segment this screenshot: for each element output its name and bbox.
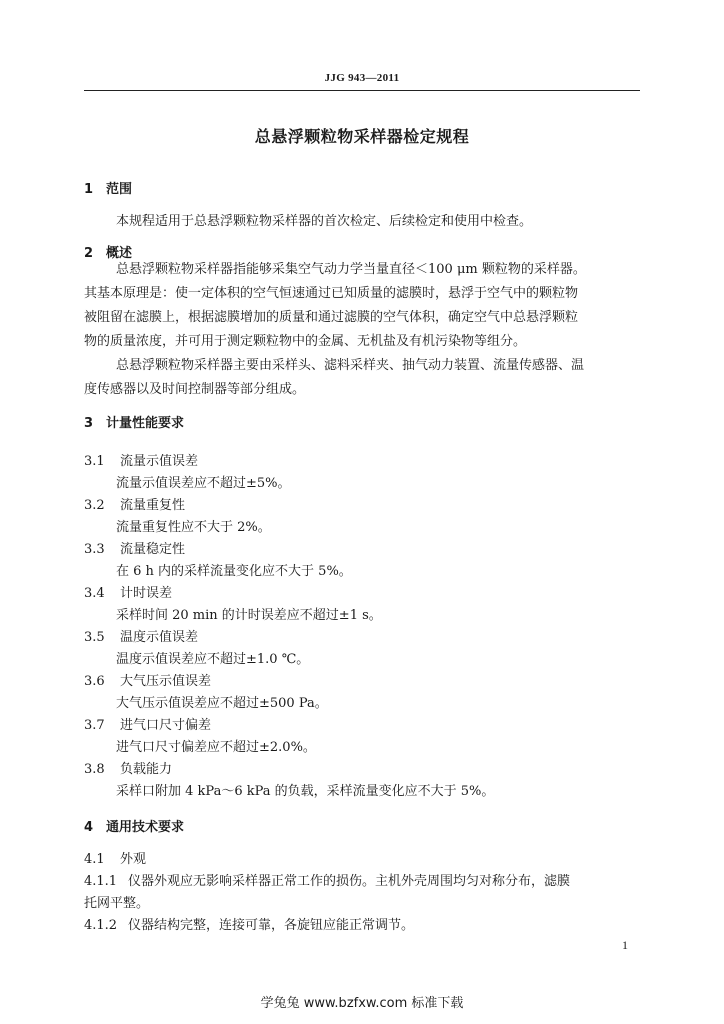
para-2-2-line-1: 总悬浮颗粒物采样器主要由采样头、滤料采样夹、抽气动力装置、流量传感器、温 (116, 358, 585, 373)
clause-number: 4.1.2 (84, 918, 118, 933)
section-1-heading (84, 180, 132, 200)
clause-title: 外观 (120, 852, 147, 867)
clause-4-1-1-line-1 (84, 872, 570, 892)
clause-3-5-title (84, 628, 198, 648)
section-number: 1 (84, 182, 94, 197)
clause-text: 仪器结构完整，连接可靠，各旋钮应能正常调节。 (128, 918, 415, 933)
clause-3-5-text: 温度示值误差应不超过±1.0 ℃。 (116, 652, 310, 667)
section-number: 3 (84, 416, 94, 431)
section-1-text: 本规程适用于总悬浮颗粒物采样器的首次检定、后续检定和使用中检查。 (116, 214, 533, 229)
section-title: 计量性能要求 (106, 416, 185, 431)
page-number: 1 (622, 938, 628, 952)
clause-3-3-title (84, 540, 185, 560)
clause-title: 流量稳定性 (120, 542, 186, 557)
clause-title: 进气口尺寸偏差 (120, 718, 212, 733)
para-2-2-line-2: 度传感器以及时间控制器等部分组成。 (84, 382, 306, 397)
section-title: 通用技术要求 (106, 820, 185, 835)
para-2-1-line-4: 物的质量浓度，并可用于测定颗粒物中的金属、无机盐及有机污染物等组分。 (84, 334, 527, 349)
clause-3-1-title (84, 452, 198, 472)
clause-number: 3.8 (84, 762, 105, 777)
clause-number: 3.6 (84, 674, 105, 689)
clause-number: 3.2 (84, 498, 105, 513)
section-4-heading (84, 818, 184, 838)
clause-3-4-title (84, 584, 172, 604)
clause-number: 3.4 (84, 586, 105, 601)
standard-code: JJG 943—2011 (324, 72, 400, 84)
section-3-heading (84, 414, 184, 434)
clause-number: 3.5 (84, 630, 105, 645)
clause-text: 仪器外观应无影响采样器正常工作的损伤。主机外壳周围均匀对称分布，滤膜 (128, 874, 571, 889)
clause-3-1-text: 流量示值误差应不超过±5%。 (116, 476, 291, 491)
clause-4-1-title (84, 850, 146, 870)
section-title: 范围 (106, 182, 133, 197)
clause-3-7-title (84, 716, 211, 736)
clause-3-2-text: 流量重复性应不大于 2%。 (116, 520, 271, 535)
clause-title: 大气压示值误差 (120, 674, 212, 689)
clause-number: 4.1.1 (84, 874, 118, 889)
clause-title: 流量重复性 (120, 498, 186, 513)
clause-title: 流量示值误差 (120, 454, 199, 469)
clause-3-8-title (84, 760, 172, 780)
clause-3-7-text: 进气口尺寸偏差应不超过±2.0%。 (116, 740, 316, 755)
clause-number: 4.1 (84, 852, 105, 867)
clause-4-1-1-line-2: 托网平整。 (84, 896, 150, 911)
clause-3-8-text: 采样口附加 4 kPa～6 kPa 的负载，采样流量变化应不大于 5%。 (116, 784, 495, 799)
document-title: 总悬浮颗粒物采样器检定规程 (254, 127, 470, 146)
section-title: 概述 (106, 246, 133, 261)
para-2-1-line-1: 总悬浮颗粒物采样器指能够采集空气动力学当量直径＜100 μm 颗粒物的采样器。 (116, 262, 586, 277)
clause-title: 负载能力 (120, 762, 173, 777)
section-number: 4 (84, 820, 94, 835)
footer-watermark: 学兔兔 www.bzfxw.com 标准下载 (260, 996, 464, 1011)
clause-number: 3.3 (84, 542, 105, 557)
clause-title: 计时误差 (120, 586, 173, 601)
clause-number: 3.1 (84, 454, 105, 469)
para-2-1-line-2: 其基本原理是：使一定体积的空气恒速通过已知质量的滤膜时，悬浮于空气中的颗粒物 (84, 286, 579, 301)
para-2-1-line-3: 被阻留在滤膜上，根据滤膜增加的质量和通过滤膜的空气体积，确定空气中总悬浮颗粒 (84, 310, 579, 325)
clause-4-1-2 (84, 916, 414, 936)
clause-3-6-text: 大气压示值误差应不超过±500 Pa。 (116, 696, 328, 711)
header-rule (84, 90, 640, 91)
clause-3-3-text: 在 6 h 内的采样流量变化应不大于 5%。 (116, 564, 352, 579)
clause-3-6-title (84, 672, 211, 692)
clause-title: 温度示值误差 (120, 630, 199, 645)
clause-number: 3.7 (84, 718, 105, 733)
section-number: 2 (84, 246, 94, 261)
clause-3-2-title (84, 496, 185, 516)
clause-3-4-text: 采样时间 20 min 的计时误差应不超过±1 s。 (116, 608, 382, 623)
